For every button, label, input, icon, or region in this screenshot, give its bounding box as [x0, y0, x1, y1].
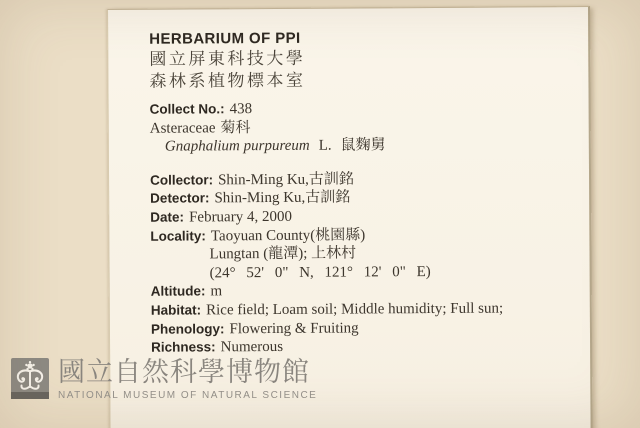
- herbarium-title: HERBARIUM OF PPI: [149, 29, 301, 48]
- locality-line1: Taoyuan County(桃園縣): [210, 226, 366, 244]
- coordinates-value: (24° 52' 0" N, 121° 12' 0" E): [209, 263, 431, 282]
- family-name-zh: 菊科: [220, 119, 251, 136]
- habitat-label: Habitat:: [150, 302, 202, 318]
- altitude-value: m: [210, 283, 223, 300]
- detector-value: Shin-Ming Ku,古訓銘: [214, 189, 351, 207]
- detector-label: Detector:: [150, 190, 210, 207]
- richness-row: [151, 336, 571, 357]
- locality-label: Locality:: [150, 227, 206, 244]
- phenology-label: Phenology:: [150, 320, 225, 337]
- habitat-value: Rice field; Loam soil; Middle humidity; Full sun;: [206, 300, 504, 319]
- museum-watermark: [11, 357, 317, 404]
- collect-no-label: Collect No.:: [149, 101, 225, 117]
- species-author: L.: [318, 137, 332, 154]
- nmns-plant-emblem-icon: [11, 357, 49, 404]
- species-row: [150, 135, 570, 156]
- herbarium-name-zh: 森林系植物標本室: [149, 70, 306, 91]
- collector-value: Shin-Ming Ku,古訓銘: [218, 171, 354, 189]
- date-label: Date:: [150, 209, 185, 225]
- richness-value: Numerous: [220, 339, 284, 356]
- museum-name-block: [58, 357, 317, 401]
- locality-line2: Lungtan (龍潭); 上林村: [209, 245, 357, 263]
- collect-no-value: 438: [229, 101, 253, 118]
- collector-label: Collector:: [149, 172, 214, 188]
- museum-name-en: NATIONAL MUSEUM OF NATURAL SCIENCE: [58, 390, 318, 401]
- museum-name-zh: 國立自然科學博物館: [58, 357, 310, 387]
- family-name: Asteraceae: [149, 119, 216, 137]
- altitude-label: Altitude:: [150, 283, 206, 300]
- label-content: [149, 27, 571, 357]
- species-name-zh: 鼠麴舅: [340, 137, 386, 154]
- richness-label: Richness:: [151, 339, 216, 355]
- phenology-value: Flowering & Fruiting: [229, 320, 359, 337]
- institution-name-zh: 國立屏東科技大學: [149, 48, 306, 69]
- species-binomial: Gnaphalium purpureum: [164, 137, 310, 155]
- date-value: February 4, 2000: [188, 208, 292, 226]
